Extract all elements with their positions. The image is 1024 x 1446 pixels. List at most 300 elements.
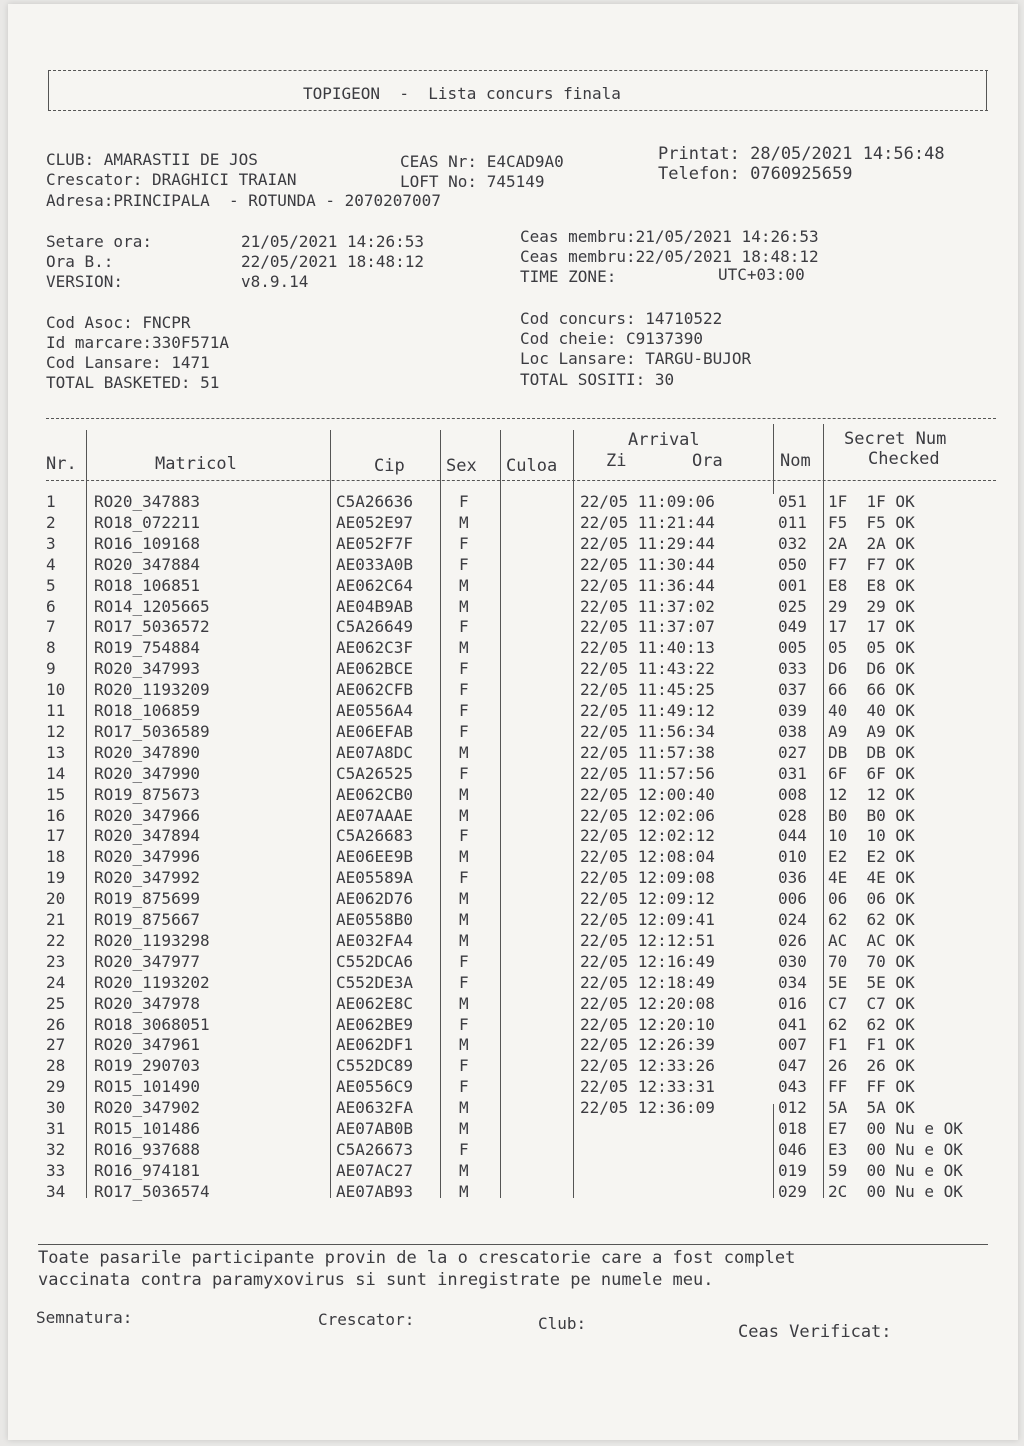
col-header-nom: Nom [780,451,811,471]
cell-secret-checked: 59 00 Nu e OK [828,1160,963,1180]
crescator-line: Crescator: DRAGHICI TRAIAN [46,170,297,189]
cell-nom: 026 [778,930,807,950]
cell-nom: 034 [778,972,807,992]
cell-sex: M [459,512,469,532]
col-header-matricol: Matricol [155,454,237,474]
table-row [8,785,1018,806]
cell-secret-checked: 29 29 OK [828,596,915,616]
cell-nom: 039 [778,701,807,720]
col-header-secret-num: Secret Num [844,429,947,449]
cell-nr: 2 [46,512,56,532]
cell-cip: AE07A8DC [336,742,414,762]
cell-matricol: RO17_5036574 [94,1181,210,1201]
cell-nom: 019 [778,1160,807,1180]
cell-cip: AE062BE9 [336,1014,414,1034]
table-row [8,826,1018,847]
cell-arrival: 22/05 12:12:51 [580,930,715,950]
cell-sex: M [459,993,469,1013]
cell-sex: F [459,617,469,637]
cell-arrival: 22/05 11:37:07 [580,617,715,637]
cell-arrival: 22/05 11:49:12 [580,701,715,720]
cell-cip: AE05589A [336,868,414,888]
cell-nr: 13 [46,742,66,762]
cell-matricol: RO19_875667 [94,910,200,929]
cell-matricol: RO20_347978 [94,993,200,1013]
col-header-sex: Sex [446,456,477,476]
cell-nr: 1 [46,492,56,511]
cell-cip: AE062CB0 [336,784,414,804]
cell-nr: 31 [46,1119,66,1138]
cell-nr: 6 [46,596,56,616]
table-row [8,952,1018,973]
cell-nom: 046 [778,1139,807,1159]
table-row [8,1015,1018,1036]
cell-arrival: 22/05 12:26:39 [580,1035,715,1055]
cell-nom: 016 [778,993,807,1013]
cell-matricol: RO19_754884 [94,638,200,658]
cell-sex: M [459,638,469,658]
table-row [8,1161,1018,1182]
cell-nr: 15 [46,784,66,804]
cell-cip: AE062E8C [336,993,414,1013]
cell-sex: F [459,972,469,992]
cell-cip: C5A26649 [336,617,414,637]
cell-secret-checked: 5E 5E OK [828,972,915,992]
cell-sex: M [459,784,469,804]
cell-matricol: RO20_347996 [94,847,200,867]
cod-lansare-line: Cod Lansare: 1471 [46,353,210,372]
cell-cip: C552DE3A [336,972,414,992]
cell-arrival: 22/05 12:02:12 [580,826,715,846]
cell-nr: 12 [46,721,66,741]
semnatura-label: Semnatura: [36,1308,133,1327]
cell-arrival: 22/05 11:21:44 [580,512,715,532]
cell-nr: 21 [46,910,66,929]
cell-nom: 007 [778,1035,807,1055]
cell-secret-checked: C7 C7 OK [828,993,915,1013]
cell-nr: 4 [46,554,56,574]
cell-nom: 049 [778,617,807,637]
cell-nom: 027 [778,742,807,762]
table-row [8,597,1018,618]
cell-nom: 028 [778,805,807,825]
cell-nom: 025 [778,596,807,616]
table-row [8,931,1018,952]
table-row [8,994,1018,1015]
cell-sex: M [459,1098,469,1118]
table-row [8,1140,1018,1161]
cell-matricol: RO19_875673 [94,784,200,804]
cell-arrival: 22/05 12:33:26 [580,1056,715,1076]
cell-arrival: 22/05 12:18:49 [580,972,715,992]
cell-sex: F [459,1056,469,1076]
cell-nom: 036 [778,868,807,888]
cell-nom: 029 [778,1181,807,1201]
col-header-zi: Zi [606,451,627,471]
cell-sex: F [459,1077,469,1097]
cell-matricol: RO16_937688 [94,1139,200,1159]
cell-nom: 008 [778,784,807,804]
cell-nr: 10 [46,680,66,700]
cell-nom: 031 [778,763,807,783]
cell-nom: 044 [778,826,807,846]
cell-sex: F [459,1139,469,1159]
cell-cip: AE052F7F [336,533,414,553]
col-header-arrival: Arrival [628,430,700,450]
cell-nr: 19 [46,868,66,888]
ceas-nr-line: CEAS Nr: E4CAD9A0 [400,152,564,171]
table-row [8,680,1018,701]
cell-nom: 006 [778,889,807,909]
cell-matricol: RO20_347966 [94,805,200,825]
cell-sex: F [459,701,469,720]
table-row [8,889,1018,910]
cell-nr: 7 [46,617,56,637]
cell-matricol: RO16_109168 [94,533,200,553]
cell-nom: 011 [778,512,807,532]
table-header-bottom [46,480,996,481]
cell-sex: F [459,951,469,971]
table-row [8,764,1018,785]
cell-arrival: 22/05 11:57:38 [580,742,715,762]
cell-secret-checked: F5 F5 OK [828,512,915,532]
cell-cip: C5A26525 [336,763,414,783]
cell-nr: 29 [46,1077,66,1097]
cell-arrival: 22/05 12:09:12 [580,889,715,909]
cell-arrival: 22/05 12:02:06 [580,805,715,825]
cell-matricol: RO20_1193209 [94,680,210,700]
table-row [8,534,1018,555]
table-row [8,617,1018,638]
table-row [8,576,1018,597]
cell-sex: M [459,1181,469,1201]
cell-nr: 26 [46,1014,66,1034]
cell-cip: C552DCA6 [336,951,414,971]
table-row [8,555,1018,576]
cell-secret-checked: 06 06 OK [828,889,915,909]
cell-sex: F [459,659,469,679]
cell-sex: F [459,492,469,511]
cell-cip: AE06EFAB [336,721,414,741]
cell-cip: C5A26636 [336,492,414,511]
cell-secret-checked: 4E 4E OK [828,868,915,888]
table-row [8,1098,1018,1119]
cell-secret-checked: FF FF OK [828,1077,915,1097]
cell-nr: 30 [46,1098,66,1118]
cell-matricol: RO16_974181 [94,1160,200,1180]
cell-matricol: RO20_347961 [94,1035,200,1055]
cell-sex: M [459,847,469,867]
cell-arrival: 22/05 12:33:31 [580,1077,715,1097]
cell-cip: AE062DF1 [336,1035,414,1055]
cell-sex: M [459,596,469,616]
cell-matricol: RO19_290703 [94,1056,200,1076]
cell-sex: F [459,868,469,888]
cell-nr: 9 [46,659,56,679]
cell-nr: 23 [46,951,66,971]
cell-sex: F [459,763,469,783]
cell-nom: 018 [778,1119,807,1138]
cell-secret-checked: E7 00 Nu e OK [828,1119,963,1138]
cell-matricol: RO19_875699 [94,889,200,909]
table-row [8,973,1018,994]
cell-nr: 32 [46,1139,66,1159]
version-label: VERSION: [46,272,124,291]
table-row [8,659,1018,680]
cell-arrival: 22/05 12:09:41 [580,910,715,929]
cell-sex: M [459,1035,469,1055]
cell-secret-checked: 17 17 OK [828,617,915,637]
cell-secret-checked: 62 62 OK [828,1014,915,1034]
cell-secret-checked: B0 B0 OK [828,805,915,825]
cell-sex: F [459,680,469,700]
cell-arrival: 22/05 12:36:09 [580,1098,715,1118]
cell-arrival: 22/05 12:09:08 [580,868,715,888]
cell-secret-checked: 2C 00 Nu e OK [828,1181,963,1201]
footer-statement-line-2: vaccinata contra paramyxovirus si sunt inregistrate pe numele meu. [38,1270,714,1290]
cell-matricol: RO20_347890 [94,742,200,762]
cell-matricol: RO20_347992 [94,868,200,888]
cell-sex: F [459,533,469,553]
cell-nom: 010 [778,847,807,867]
cell-secret-checked: 12 12 OK [828,784,915,804]
cell-arrival: 22/05 11:36:44 [580,575,715,595]
cod-concurs-line: Cod concurs: 14710522 [520,309,723,328]
table-row [8,513,1018,534]
cell-sex: M [459,910,469,929]
cell-sex: M [459,742,469,762]
col-header-ora: Ora [692,451,723,471]
cell-cip: AE052E97 [336,512,414,532]
cod-asoc-line: Cod Asoc: FNCPR [46,313,191,332]
cell-sex: M [459,1119,469,1138]
cell-arrival: 22/05 12:20:08 [580,993,715,1013]
cell-nom: 030 [778,951,807,971]
cell-arrival: 22/05 11:43:22 [580,659,715,679]
cell-sex: M [459,889,469,909]
cell-cip: AE032FA4 [336,930,414,950]
table-row [8,722,1018,743]
cell-cip: AE04B9AB [336,596,414,616]
table-row [8,868,1018,889]
cell-cip: AE0558B0 [336,910,414,929]
cell-cip: AE062BCE [336,659,414,679]
cell-secret-checked: 1F 1F OK [828,492,915,511]
cell-cip: AE06EE9B [336,847,414,867]
cell-sex: M [459,805,469,825]
cell-cip: AE07AC27 [336,1160,414,1180]
footer-separator [38,1244,988,1245]
cell-nr: 22 [46,930,66,950]
cell-cip: C552DC89 [336,1056,414,1076]
cell-nom: 041 [778,1014,807,1034]
cell-cip: AE07AB93 [336,1181,414,1201]
col-header-nr: Nr. [46,454,77,474]
cell-secret-checked: F7 F7 OK [828,554,915,574]
table-row [8,743,1018,764]
cell-secret-checked: E8 E8 OK [828,575,915,595]
table-row [8,1056,1018,1077]
cell-secret-checked: 6F 6F OK [828,763,915,783]
table-row [8,492,1018,513]
table-row [8,910,1018,931]
table-row [8,1119,1018,1140]
cell-matricol: RO17_5036589 [94,721,210,741]
col-header-culoa: Culoa [506,456,558,476]
cell-matricol: RO17_5036572 [94,617,210,637]
cell-cip: AE062CFB [336,680,414,700]
cell-cip: C5A26683 [336,826,414,846]
cell-nr: 33 [46,1160,66,1180]
document-title: TOPIGEON - Lista concurs finala [303,84,621,103]
time-zone-label: TIME ZONE: [520,267,617,286]
cell-matricol: RO20_347993 [94,659,200,679]
table-row [8,1077,1018,1098]
cell-secret-checked: AC AC OK [828,930,915,950]
cell-sex: M [459,930,469,950]
cell-nom: 024 [778,910,807,929]
cell-secret-checked: 5A 5A OK [828,1098,915,1118]
cell-nom: 043 [778,1077,807,1097]
ora-b-label: Ora B.: [46,252,114,271]
cell-matricol: RO20_1193298 [94,930,210,950]
cell-secret-checked: DB DB OK [828,742,915,762]
cell-arrival: 22/05 12:16:49 [580,951,715,971]
cell-matricol: RO20_347902 [94,1098,200,1118]
col-header-checked: Checked [868,449,940,469]
cell-nr: 18 [46,847,66,867]
table-row [8,701,1018,722]
cell-matricol: RO20_347977 [94,951,200,971]
cell-sex: F [459,721,469,741]
cell-sex: F [459,1014,469,1034]
total-basketed-line: TOTAL BASKETED: 51 [46,373,220,392]
cell-arrival: 22/05 11:56:34 [580,721,715,741]
cell-matricol: RO18_106851 [94,575,200,595]
telefon-line: Telefon: 0760925659 [658,164,853,184]
ceas-membru-1: Ceas membru:21/05/2021 14:26:53 [520,227,819,246]
cell-nom: 001 [778,575,807,595]
cell-arrival: 22/05 11:57:56 [580,763,715,783]
col-header-cip: Cip [374,456,405,476]
cell-nr: 20 [46,889,66,909]
cell-matricol: RO15_101490 [94,1077,200,1097]
cell-arrival: 22/05 12:00:40 [580,784,715,804]
ceas-membru-2: Ceas membru:22/05/2021 18:48:12 [520,247,819,266]
cell-matricol: RO14_1205665 [94,596,210,616]
cell-arrival: 22/05 11:09:06 [580,492,715,511]
title-box-left [48,70,49,110]
cell-nom: 051 [778,492,807,511]
ora-b-value: 22/05/2021 18:48:12 [241,252,425,271]
cell-nr: 5 [46,575,56,595]
cell-nom: 012 [778,1098,807,1118]
cell-cip: AE0632FA [336,1098,414,1118]
table-header-top [46,418,996,419]
title-box-top [48,70,988,71]
cell-matricol: RO20_347894 [94,826,200,846]
table-row [8,638,1018,659]
cell-nom: 032 [778,533,807,553]
loc-lansare-line: Loc Lansare: TARGU-BUJOR [520,349,752,368]
cell-secret-checked: F1 F1 OK [828,1035,915,1055]
table-row [8,1182,1018,1203]
cell-arrival: 22/05 12:20:10 [580,1014,715,1034]
cell-nr: 34 [46,1181,66,1201]
id-marcare-line: Id marcare:330F571A [46,333,230,352]
table-row [8,847,1018,868]
ceas-verificat-label: Ceas Verificat: [738,1322,892,1342]
cell-nr: 3 [46,533,56,553]
cell-secret-checked: 66 66 OK [828,680,915,700]
cell-cip: AE062D76 [336,889,414,909]
cell-nr: 14 [46,763,66,783]
cell-nr: 11 [46,701,66,720]
cell-secret-checked: E2 E2 OK [828,847,915,867]
cell-arrival: 22/05 11:45:25 [580,680,715,700]
cod-cheie-line: Cod cheie: C9137390 [520,329,704,348]
cell-matricol: RO18_3068051 [94,1014,210,1034]
cell-cip: AE07AAAE [336,805,414,825]
cell-matricol: RO20_1193202 [94,972,210,992]
cell-sex: M [459,1160,469,1180]
cell-secret-checked: 62 62 OK [828,910,915,929]
cell-secret-checked: 10 10 OK [828,826,915,846]
cell-matricol: RO20_347990 [94,763,200,783]
cell-secret-checked: 05 05 OK [828,638,915,658]
cell-nom: 050 [778,554,807,574]
cell-secret-checked: 26 26 OK [828,1056,915,1076]
cell-secret-checked: 2A 2A OK [828,533,915,553]
setare-ora-label: Setare ora: [46,232,152,251]
cell-secret-checked: D6 D6 OK [828,659,915,679]
cell-nr: 24 [46,972,66,992]
cell-cip: AE07AB0B [336,1119,414,1138]
printout-sheet [8,4,1018,1440]
version-value: v8.9.14 [241,272,309,291]
cell-matricol: RO18_106859 [94,701,200,720]
cell-cip: AE0556C9 [336,1077,414,1097]
cell-nr: 25 [46,993,66,1013]
adresa-line: Adresa:PRINCIPALA - ROTUNDA - 2070207007 [46,191,441,210]
cell-arrival: 22/05 11:40:13 [580,638,715,658]
cell-matricol: RO18_072211 [94,512,200,532]
cell-nom: 038 [778,721,807,741]
cell-nom: 005 [778,638,807,658]
cell-sex: M [459,575,469,595]
printat-line: Printat: 28/05/2021 14:56:48 [658,144,945,164]
cell-nom: 037 [778,680,807,700]
cell-nr: 8 [46,638,56,658]
setare-ora-value: 21/05/2021 14:26:53 [241,232,425,251]
club-line: CLUB: AMARASTII DE JOS [46,150,258,169]
title-box-bottom [48,110,988,111]
crescator-signature-label: Crescator: [318,1310,415,1329]
cell-sex: F [459,554,469,574]
col-divider-arrival-top [773,424,774,494]
cell-arrival: 22/05 11:29:44 [580,533,715,553]
cell-secret-checked: E3 00 Nu e OK [828,1139,963,1159]
footer-statement-line-1: Toate pasarile participante provin de la o crescatorie care a fost complet [38,1248,796,1268]
cell-cip: AE0556A4 [336,701,414,720]
table-row [8,806,1018,827]
cell-secret-checked: A9 A9 OK [828,721,915,741]
cell-nr: 27 [46,1035,66,1055]
cell-cip: AE033A0B [336,554,414,574]
cell-matricol: RO20_347883 [94,492,200,511]
cell-matricol: RO15_101486 [94,1119,200,1138]
cell-cip: AE062C64 [336,575,414,595]
